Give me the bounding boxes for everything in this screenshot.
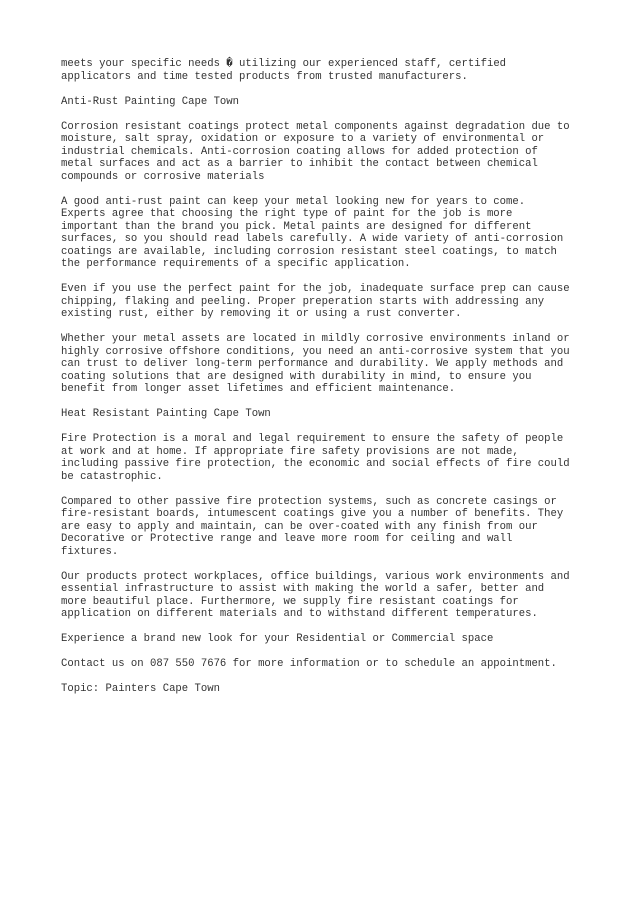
heat-resistant-heading: Heat Resistant Painting Cape Town <box>61 408 271 420</box>
products-paragraph: Our products protect workplaces, office buildings, various work environments and essential infrastructure to assist with making the world a safer, better and more beautiful place. Furthermore, we supply fire resistant coatings for application on different materials and to withstand different temperatures. <box>61 570 570 620</box>
topic-line: Topic: Painters Cape Town <box>61 683 220 695</box>
anti-rust-heading: Anti-Rust Painting Cape Town <box>61 95 240 108</box>
anti-rust-paint-paragraph: A good anti-rust paint can keep your metal looking new for years to come. Experts agree that choosing the right type of paint for the job is more important than the brand you pick. Metal paints are designed for different surfaces, so you should read labels carefully. A wide variety of anti-corrosion coatings are available, including corrosion resistant steel coatings, to match the performance requirements of a specific application. <box>61 195 564 270</box>
document-page <box>61 58 581 708</box>
intro-paragraph: meets your specific needs � utilizing our experienced staff, certified applicators and time tested products from trusted manufacturers. <box>61 58 507 83</box>
metal-assets-paragraph: Whether your metal assets are located in mildly corrosive environments inland or highly corrosive offshore conditions, you need an anti-corrosive system that you can trust to deliver long-term performance and durability. We apply methods and coating solutions that are designed with durability in mind, to ensure you benefit from longer asset lifetimes and efficient maintenance. <box>61 333 570 395</box>
fire-protection-paragraph: Fire Protection is a moral and legal requirement to ensure the safety of people at work and at home. If appropriate fire safety provisions are not made, including passive fire protection, the economic and social effects of fire could be catastrophic. <box>61 433 570 483</box>
surface-prep-paragraph: Even if you use the perfect paint for the job, inadequate surface prep can cause chipping, flaking and peeling. Proper preperation starts with addressing any existing rust, either by removing it or using a rust converter. <box>61 283 570 320</box>
experience-line: Experience a brand new look for your Residential or Commercial space <box>61 633 494 645</box>
contact-line: Contact us on 087 550 7676 for more information or to schedule an appointment. <box>61 658 557 670</box>
intumescent-coatings-paragraph: Compared to other passive fire protection systems, such as concrete casings or fire-resistant boards, intumescent coatings give you a number of benefits. They are easy to apply and maintain, can be over-coated with any finish from our Decorative or Protective range and leave more room for ceiling and wall fixtures. <box>61 495 564 558</box>
corrosion-coatings-paragraph: Corrosion resistant coatings protect metal components against degradation due to moisture, salt spray, oxidation or exposure to a variety of environmental or industrial chemicals. Anti-corrosion coating allows for added protection of metal surfaces and act as a barrier to inhibit the contact between chemical compounds or corrosive materials <box>61 120 570 183</box>
